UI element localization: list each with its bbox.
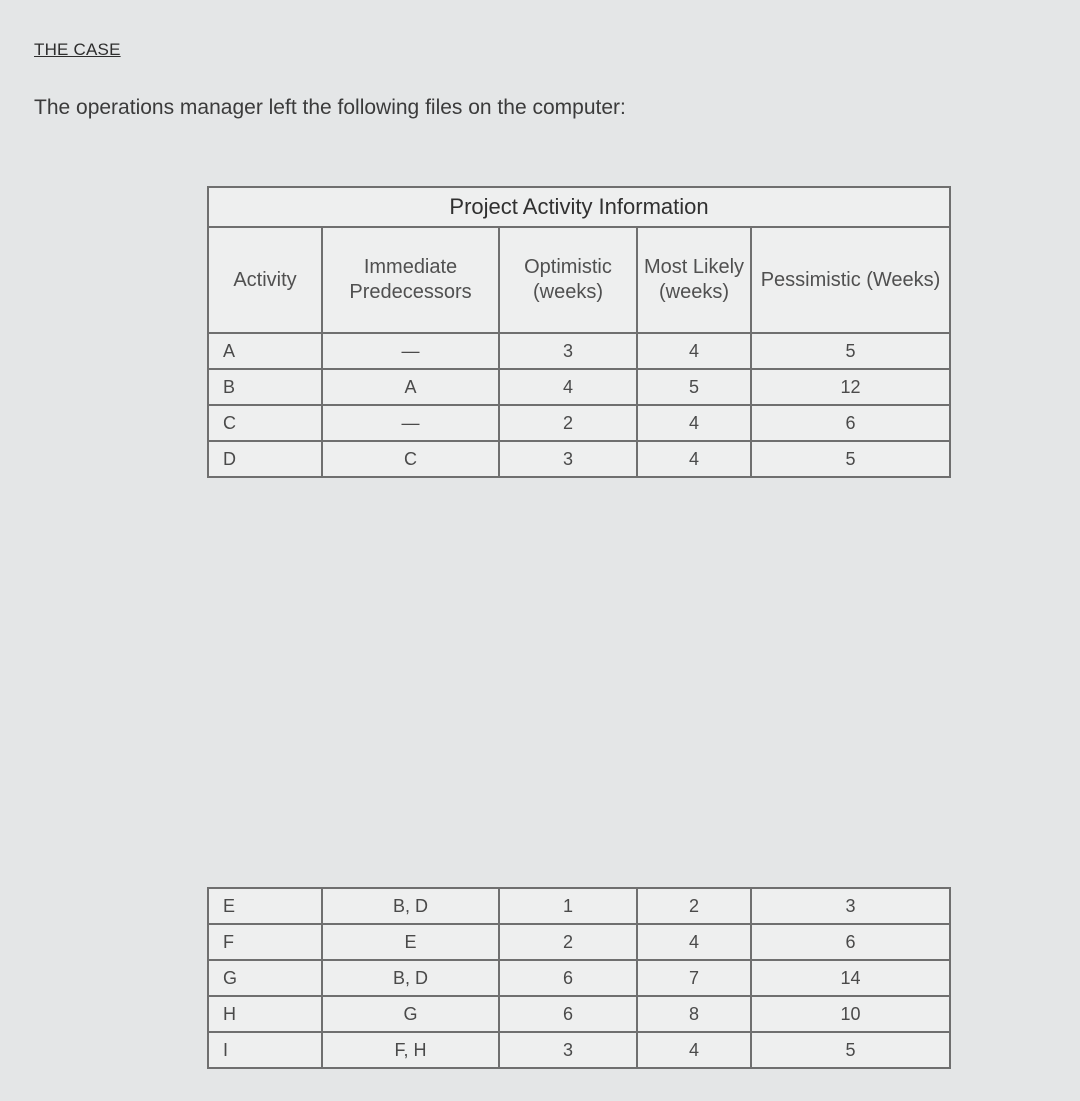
activity-table-bottom bbox=[207, 887, 951, 1069]
intro-text: The operations manager left the following files on the computer: bbox=[34, 96, 626, 119]
cell-optimistic: 4 bbox=[499, 369, 637, 405]
cell-most-likely: 4 bbox=[637, 1032, 751, 1068]
cell-pessimistic: 12 bbox=[751, 369, 950, 405]
cell-predecessors: — bbox=[322, 333, 499, 369]
cell-optimistic: 2 bbox=[499, 405, 637, 441]
cell-optimistic: 6 bbox=[499, 960, 637, 996]
table-row bbox=[208, 405, 950, 441]
cell-activity: A bbox=[208, 333, 322, 369]
cell-optimistic: 3 bbox=[499, 333, 637, 369]
table-row bbox=[208, 960, 950, 996]
cell-pessimistic: 6 bbox=[751, 405, 950, 441]
cell-most-likely: 4 bbox=[637, 924, 751, 960]
cell-pessimistic: 5 bbox=[751, 441, 950, 477]
activity-table-top bbox=[207, 186, 951, 478]
cell-activity: B bbox=[208, 369, 322, 405]
cell-predecessors: E bbox=[322, 924, 499, 960]
cell-predecessors: B, D bbox=[322, 888, 499, 924]
cell-most-likely: 8 bbox=[637, 996, 751, 1032]
cell-activity: I bbox=[208, 1032, 322, 1068]
cell-predecessors: — bbox=[322, 405, 499, 441]
cell-most-likely: 7 bbox=[637, 960, 751, 996]
cell-pessimistic: 10 bbox=[751, 996, 950, 1032]
cell-predecessors: F, H bbox=[322, 1032, 499, 1068]
case-heading: THE CASE bbox=[34, 40, 121, 59]
cell-optimistic: 2 bbox=[499, 924, 637, 960]
table-row bbox=[208, 1032, 950, 1068]
header-most-likely: Most Likely (weeks) bbox=[637, 227, 751, 333]
cell-activity: F bbox=[208, 924, 322, 960]
cell-activity: G bbox=[208, 960, 322, 996]
cell-optimistic: 6 bbox=[499, 996, 637, 1032]
cell-pessimistic: 3 bbox=[751, 888, 950, 924]
table-row bbox=[208, 333, 950, 369]
cell-predecessors: A bbox=[322, 369, 499, 405]
cell-pessimistic: 5 bbox=[751, 1032, 950, 1068]
header-activity: Activity bbox=[208, 227, 322, 333]
cell-predecessors: B, D bbox=[322, 960, 499, 996]
cell-most-likely: 4 bbox=[637, 405, 751, 441]
cell-predecessors: C bbox=[322, 441, 499, 477]
cell-optimistic: 3 bbox=[499, 1032, 637, 1068]
cell-most-likely: 5 bbox=[637, 369, 751, 405]
table-row bbox=[208, 369, 950, 405]
cell-predecessors: G bbox=[322, 996, 499, 1032]
cell-activity: C bbox=[208, 405, 322, 441]
cell-most-likely: 4 bbox=[637, 441, 751, 477]
table-row bbox=[208, 996, 950, 1032]
table-row bbox=[208, 888, 950, 924]
table-title: Project Activity Information bbox=[208, 187, 950, 227]
cell-most-likely: 2 bbox=[637, 888, 751, 924]
cell-most-likely: 4 bbox=[637, 333, 751, 369]
cell-activity: E bbox=[208, 888, 322, 924]
table-row bbox=[208, 924, 950, 960]
cell-optimistic: 3 bbox=[499, 441, 637, 477]
header-predecessors: Immediate Predecessors bbox=[322, 227, 499, 333]
cell-optimistic: 1 bbox=[499, 888, 637, 924]
cell-pessimistic: 5 bbox=[751, 333, 950, 369]
header-optimistic: Optimistic (weeks) bbox=[499, 227, 637, 333]
table-row bbox=[208, 441, 950, 477]
cell-activity: H bbox=[208, 996, 322, 1032]
header-pessimistic: Pessimistic (Weeks) bbox=[751, 227, 950, 333]
cell-activity: D bbox=[208, 441, 322, 477]
cell-pessimistic: 14 bbox=[751, 960, 950, 996]
cell-pessimistic: 6 bbox=[751, 924, 950, 960]
